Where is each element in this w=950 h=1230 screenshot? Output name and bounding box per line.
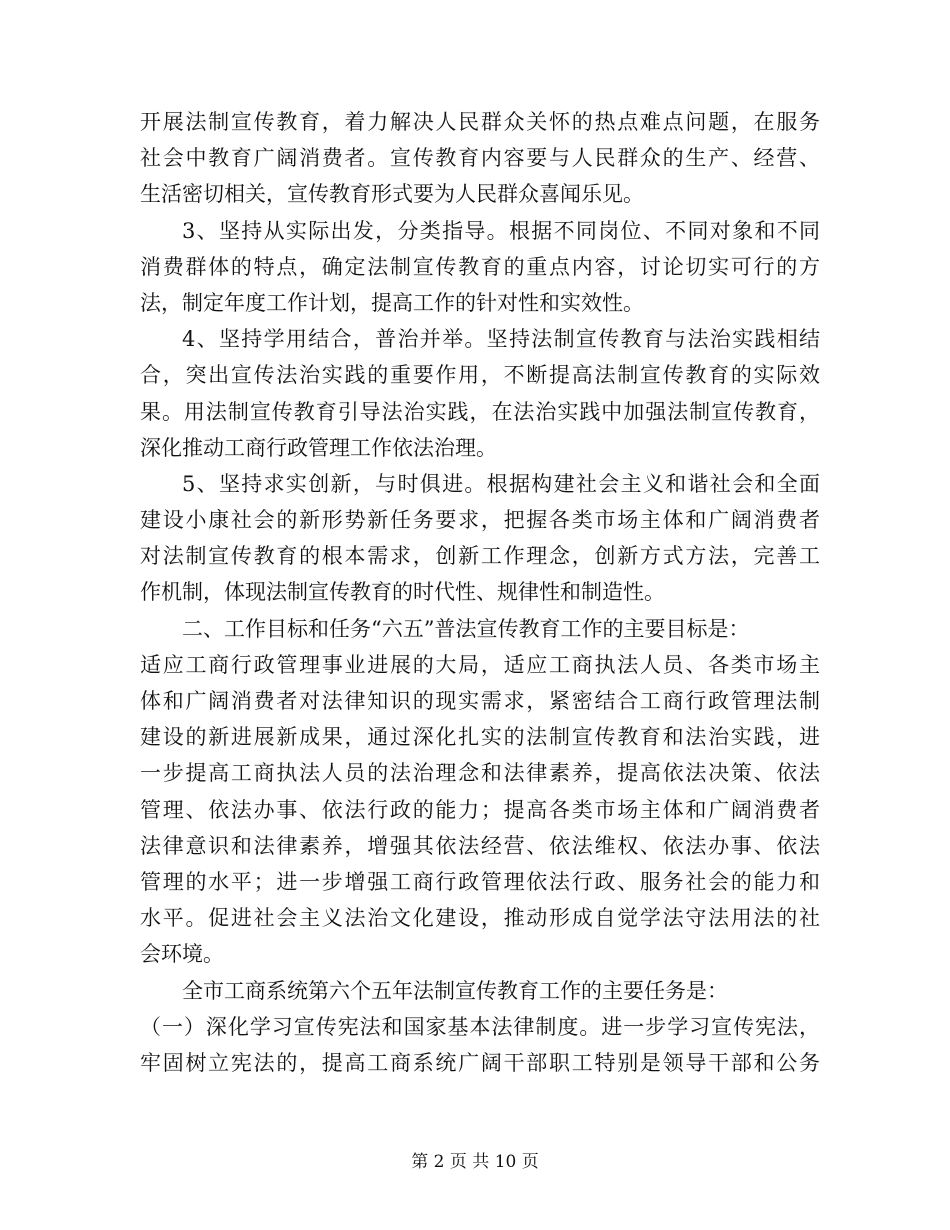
text-line: 5、坚持求实创新，与时俱进。根据构建社会主义和谐社会和全面 [182, 471, 820, 496]
text-line: 4、坚持学用结合，普治并举。坚持法制宣传教育与法治实践相结 [182, 327, 820, 352]
text-line: 开展法制宣传教育，着力解决人民群众关怀的热点难点问题，在服务 [140, 110, 820, 134]
text-line: 一步提高工商执法人员的法治理念和法律素养，提高依法决策、依法 [140, 761, 820, 786]
text-line: 适应工商行政管理事业进展的大局，适应工商执法人员、各类市场主 [140, 652, 820, 677]
document-body [140, 104, 820, 1081]
text-line: 建设的新进展新成果，通过深化扎实的法制宣传教育和法治实践，进 [140, 725, 820, 750]
text-line: 会环境。 [140, 942, 224, 967]
text-line: 法律意识和法律素养，增强其依法经营、依法维权、依法办事、依法 [140, 833, 820, 858]
text-line: 合，突出宣传法治实践的重要作用，不断提高法制宣传教育的实际效 [140, 363, 820, 388]
text-line: 管理的水平；进一步增强工商行政管理依法行政、服务社会的能力和 [140, 869, 820, 894]
text-line: （一）深化学习宣传宪法和国家基本法律制度。进一步学习宣传宪法， [140, 1014, 820, 1039]
text-line: 社会中教育广阔消费者。宣传教育内容要与人民群众的生产、经营、 [140, 146, 820, 171]
text-line: 建设小康社会的新形势新任务要求，把握各类市场主体和广阔消费者 [140, 508, 820, 533]
text-line: 生活密切相关，宣传教育形式要为人民群众喜闻乐见。 [140, 182, 644, 207]
text-line: 管理、依法办事、依法行政的能力；提高各类市场主体和广阔消费者 [140, 797, 820, 822]
text-line: 作机制，体现法制宣传教育的时代性、规律性和制造性。 [140, 580, 665, 605]
text-line: 消费群体的特点，确定法制宣传教育的重点内容，讨论切实可行的方 [140, 254, 820, 279]
text-line: 二、工作目标和任务“六五”普法宣传教育工作的主要目标是： [182, 616, 750, 641]
text-line: 3、坚持从实际出发，分类指导。根据不同岗位、不同对象和不同 [182, 218, 820, 243]
text-line: 体和广阔消费者对法律知识的现实需求，紧密结合工商行政管理法制 [140, 689, 820, 713]
page-footer: 第 2 页 共 10 页 [411, 1152, 539, 1172]
text-line: 果。用法制宣传教育引导法治实践，在法治实践中加强法制宣传教育， [140, 399, 820, 424]
text-line: 法，制定年度工作计划，提高工作的针对性和实效性。 [140, 290, 644, 315]
text-line: 全市工商系统第六个五年法制宣传教育工作的主要任务是： [182, 978, 728, 1003]
text-line: 深化推动工商行政管理工作依法治理。 [140, 435, 497, 460]
text-line: 对法制宣传教育的根本需求，创新工作理念，创新方式方法，完善工 [140, 544, 820, 569]
text-line: 水平。促进社会主义法治文化建设，推动形成自觉学法守法用法的社 [140, 906, 820, 931]
text-line: 牢固树立宪法的，提高工商系统广阔干部职工特别是领导干部和公务 [140, 1050, 820, 1075]
